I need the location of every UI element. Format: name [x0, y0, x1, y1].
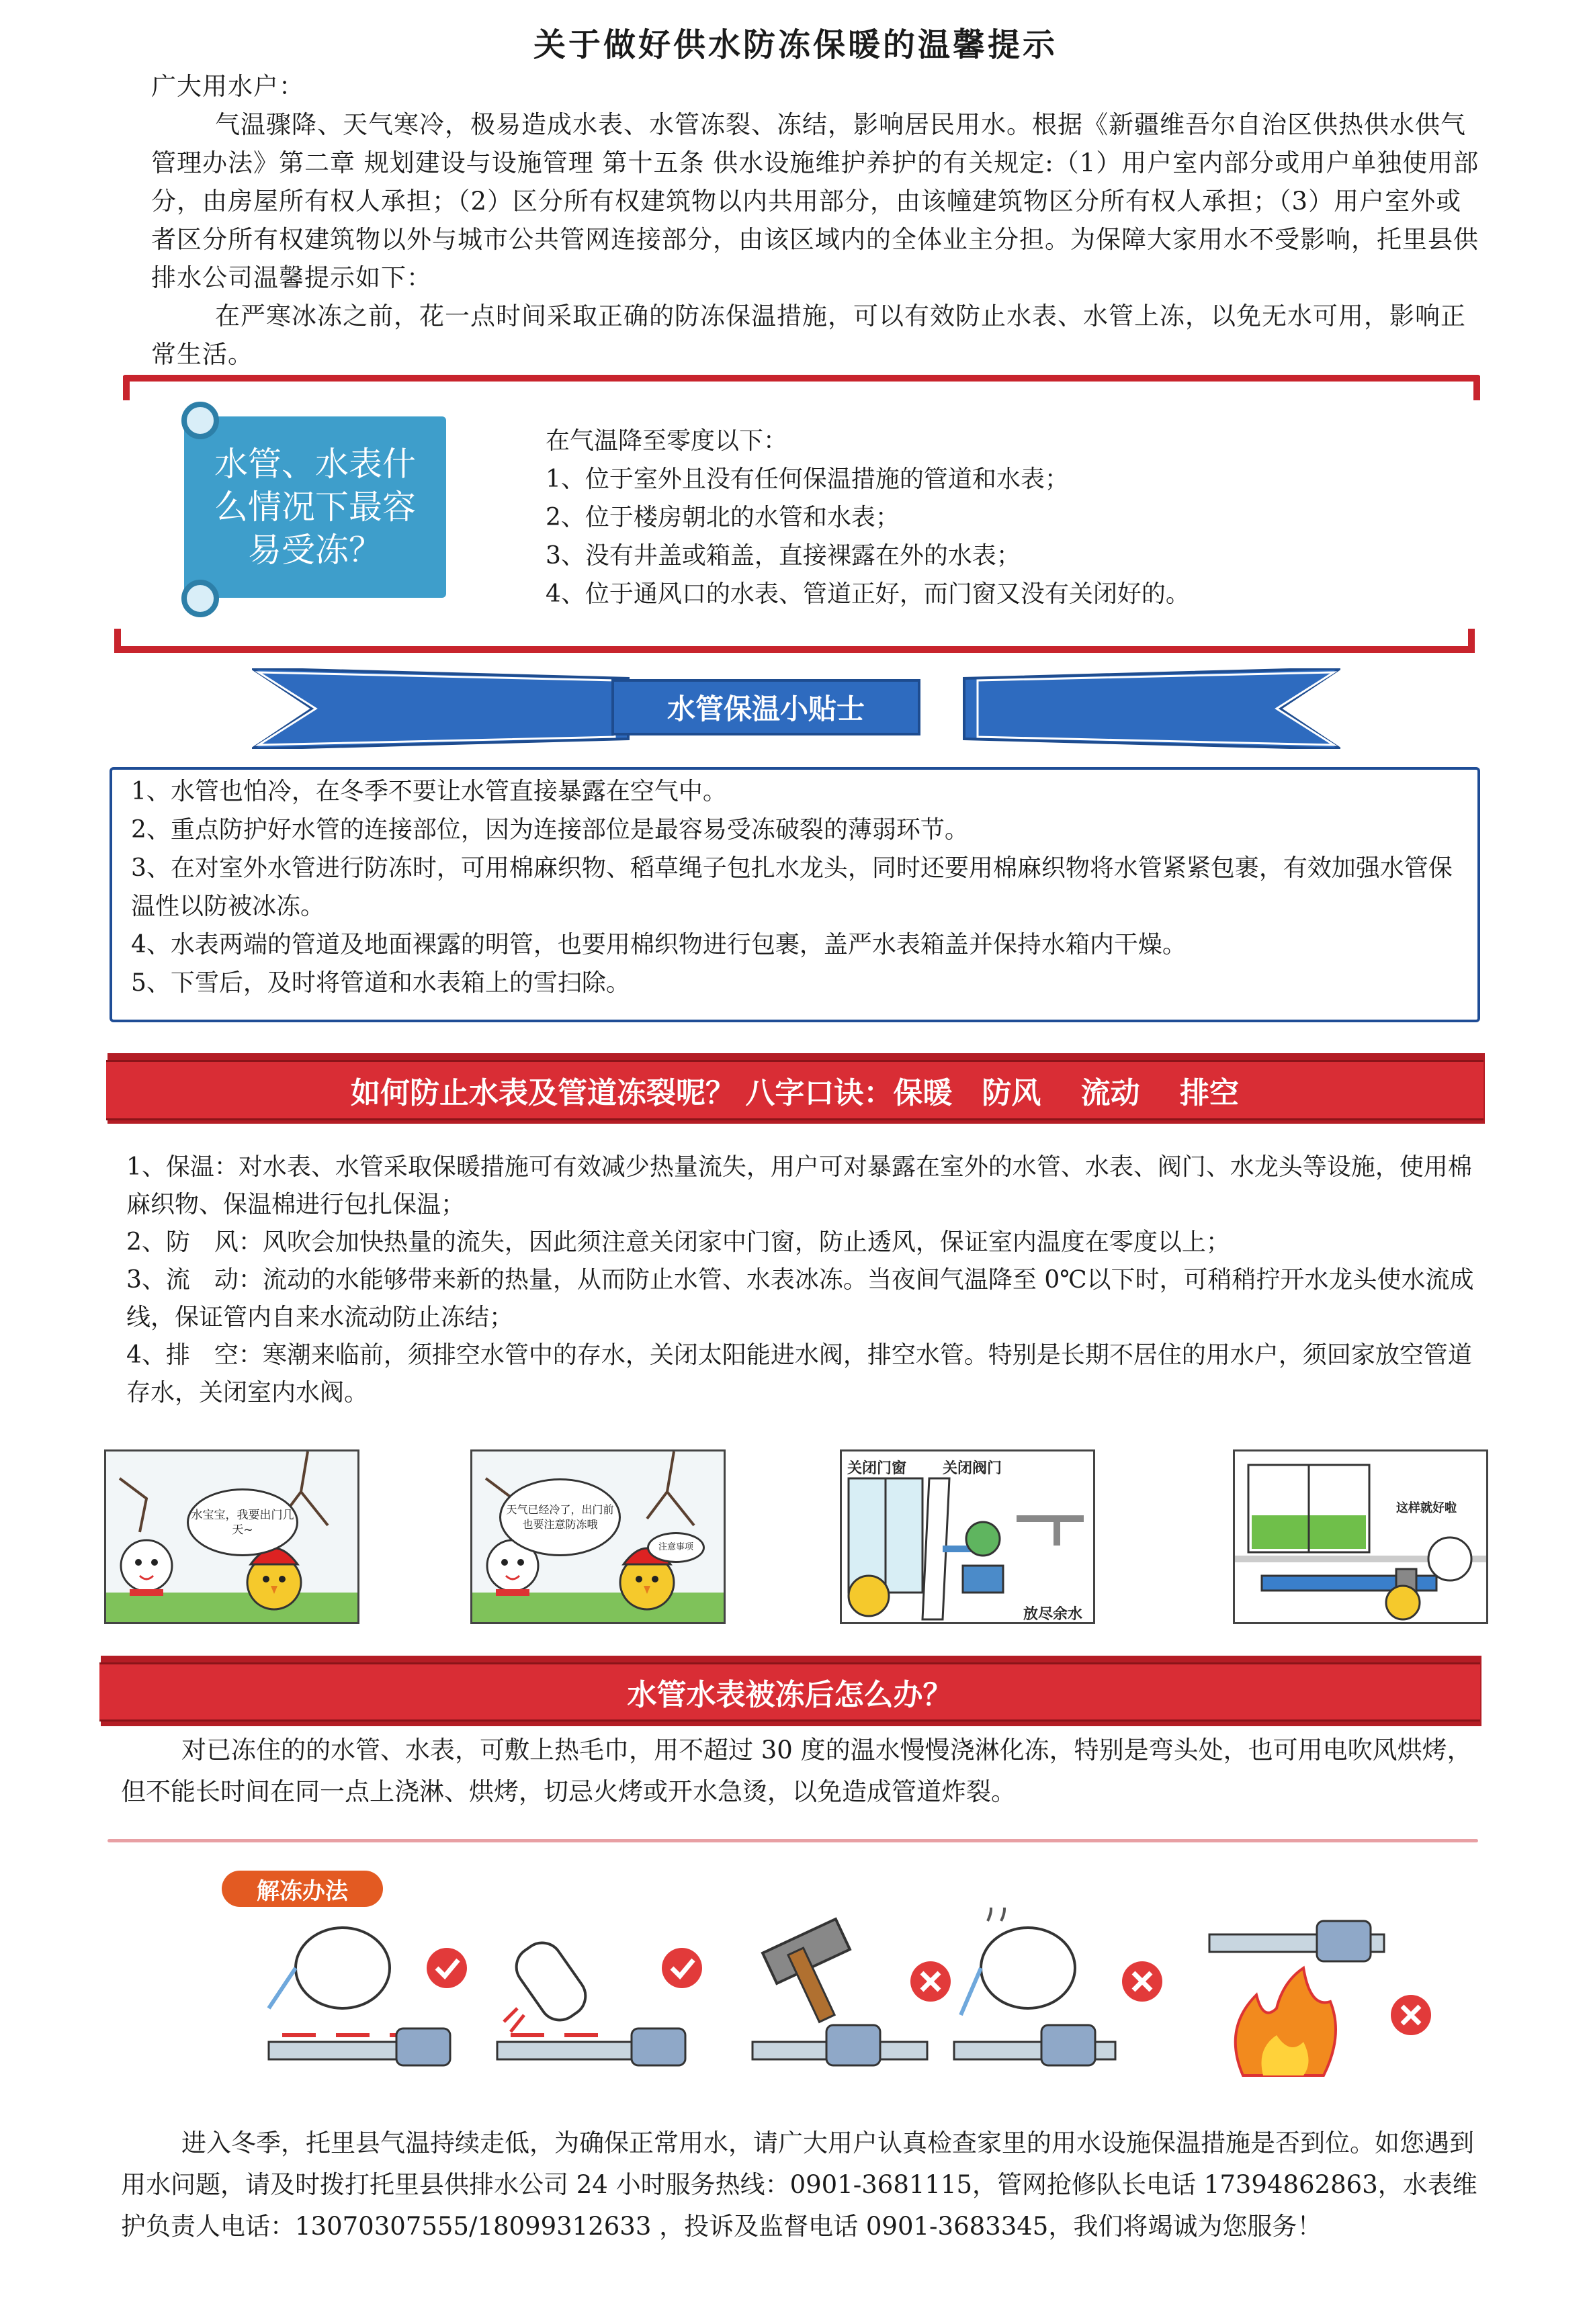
footer-notice: [121, 2122, 1478, 2247]
page-title: 关于做好供水防冻保暖的温馨提示: [533, 26, 1058, 64]
section1-bottom-right-tick: [1468, 629, 1475, 653]
hair-dryer-method: [497, 1935, 702, 2065]
tip-item: 4、水表两端的管道及地面裸露的明管，也要用棉织物进行包裹，盖严水表箱盖并保持水箱内干燥。: [131, 931, 1187, 958]
thaw-method-label: 解冻办法: [222, 1871, 383, 1907]
dashed-divider: [108, 1839, 1478, 1842]
speech-bubble: 水宝宝，我要出门几天~: [187, 1488, 298, 1556]
prevention-item: 2、防 风：风吹会加快热量的流失，因此须注意关闭家中门窗，防止透风，保证室内温度在零度以上；: [126, 1228, 1230, 1256]
question-scroll-body: [184, 416, 446, 598]
greeting: 广大用水户：: [151, 72, 304, 101]
section1-bottom-rule: [114, 646, 1475, 653]
cartoon-panel-3: [840, 1449, 1095, 1624]
tip-item: 1、水管也怕冷，在冬季不要让水管直接暴露在空气中。: [131, 778, 727, 805]
section1-bottom-left-tick: [114, 629, 121, 653]
list-item: 2、位于楼房朝北的水管和水表；: [546, 504, 900, 531]
intro-paragraph-2: 在严寒冰冻之前，花一点时间采取正确的防冻保温措施，可以有效防止水表、水管上冻，以免无水可用，影响正常生活。: [151, 302, 1466, 369]
frozen-pipe-text: 对已冻住的的水管、水表，可敷上热毛巾，用不超过 30 度的温水慢慢浇淋化冻，特别是弯头处，也可用电吹风烘烤，但不能长时间在同一点上浇淋、烘烤，切忌火烤或开水急烫，以免造成管道炸裂。: [121, 1736, 1472, 1806]
section1-top-rule: [123, 375, 1480, 382]
footer-text: 进入冬季，托里县气温持续走低，为确保正常用水，请广大用户认真检查家里的用水设施保温措施是否到位。如您遇到用水问题，请及时拨打托里县供排水公司 24 小时服务热线：0901-3681115，管网抢修队长电话 17394862863，水表维护负责人电话：13070307555/18099312633 ，投诉及监督电话 0901-3683345，我们将竭诚为您服务！: [121, 2129, 1477, 2241]
warm-water-method: [269, 1928, 467, 2065]
thaw-methods-illustration: [255, 1908, 1451, 2089]
intro-paragraph-1: 气温骤降、天气寒冷，极易造成水表、水管冻裂、冻结，影响居民用水。根据《新疆维吾尔自治区供热供水供气管理办法》第二章 规划建设与设施管理 第十五条 供水设施维护养护的有关规定:（1）用户室内部分或用户单独使用部分，由房屋所有权人承担；（2）区分所有权建筑物以内共用部分，由该幢建筑物区分所有权人承担；（3）用户室外或者区分所有权建筑物以外与城市公共管网连接部分，由该区域内的全体业主分担。为保障大家用水不受影响，托里县供排水公司温馨提示如下：: [151, 110, 1479, 292]
tip-item: 3、在对室外水管进行防冻时，可用棉麻织物、稻草绳子包扎水龙头，同时还要用棉麻织物将水管紧紧包裹，有效加强水管保温性以防被冰冻。: [131, 854, 1453, 920]
prevention-item: 1、保温：对水表、水管采取保暖措施可有效减少热量流失，用户可对暴露在室外的水管、水表、阀门、水龙头等设施，使用棉麻织物、保温棉进行包扎保温；: [126, 1153, 1472, 1218]
frozen-pipe-heading: 水管水表被冻后怎么办？: [99, 1662, 1480, 1722]
prevention-list: [126, 1149, 1477, 1412]
tip-item: 2、重点防护好水管的连接部位，因为连接部位是最容易受冻破裂的薄弱环节。: [131, 816, 969, 844]
cartoon-panel-2: [470, 1449, 726, 1624]
small-bubble: 注意事项: [647, 1532, 705, 1563]
cartoon-panel-1: [104, 1449, 359, 1624]
hammer-method: [752, 1919, 951, 2065]
prevention-item: 4、排 空：寒潮来临前，须排空水管中的存水，关闭太阳能进水阀，排空水管。特别是长期不居住的用水户，须回家放空管道存水，关闭室内水阀。: [126, 1341, 1472, 1406]
drain-water-label: 放尽余水: [1023, 1606, 1083, 1623]
boiling-water-method: [954, 1908, 1162, 2065]
close-windows-label: 关闭门窗: [847, 1460, 907, 1477]
prevention-heading: 如何防止水表及管道冻裂呢？ 八字口诀：保暖 防风 流动 排空: [106, 1060, 1484, 1120]
section1-top-right-tick: [1473, 376, 1480, 400]
scroll-curl-icon: [181, 580, 219, 617]
list-item: 3、没有井盖或箱盖，直接裸露在外的水表；: [546, 542, 1021, 570]
freeze-conditions-list: [546, 422, 1500, 613]
list-lead: 在气温降至零度以下：: [546, 427, 788, 455]
close-valve-label: 关闭阀门: [943, 1460, 1002, 1477]
list-item: 1、位于室外且没有任何保温措施的管道和水表；: [546, 465, 1069, 493]
section1-top-left-tick: [123, 376, 130, 400]
insulated-pipe-illustration: [1235, 1451, 1488, 1624]
question-scroll: [181, 402, 447, 607]
tip-item: 5、下雪后，及时将管道和水表箱上的雪扫除。: [131, 969, 630, 997]
speech-bubble: 天气已经冷了，出门前也要注意防冻哦: [499, 1478, 621, 1556]
tips-heading: 水管保温小贴士: [611, 679, 920, 735]
done-label: 这样就好啦: [1396, 1501, 1457, 1515]
open-fire-method: [1209, 1921, 1431, 2075]
scroll-curl-icon: [181, 402, 219, 439]
question-text: 水管、水表什么情况下最容易受冻？: [214, 445, 416, 570]
intro-section: [151, 67, 1481, 373]
prevention-item: 3、流 动：流动的水能够带来新的热量，从而防止水管、水表冰冻。当夜间气温降至 0℃以下时，可稍稍拧开水龙头使水流成线，保证管内自来水流动防止冻结；: [126, 1266, 1474, 1331]
list-item: 4、位于通风口的水表、管道正好，而门窗又没有关闭好的。: [546, 580, 1190, 608]
cartoon-panel-4: [1233, 1449, 1488, 1624]
tips-list: [131, 772, 1475, 1002]
